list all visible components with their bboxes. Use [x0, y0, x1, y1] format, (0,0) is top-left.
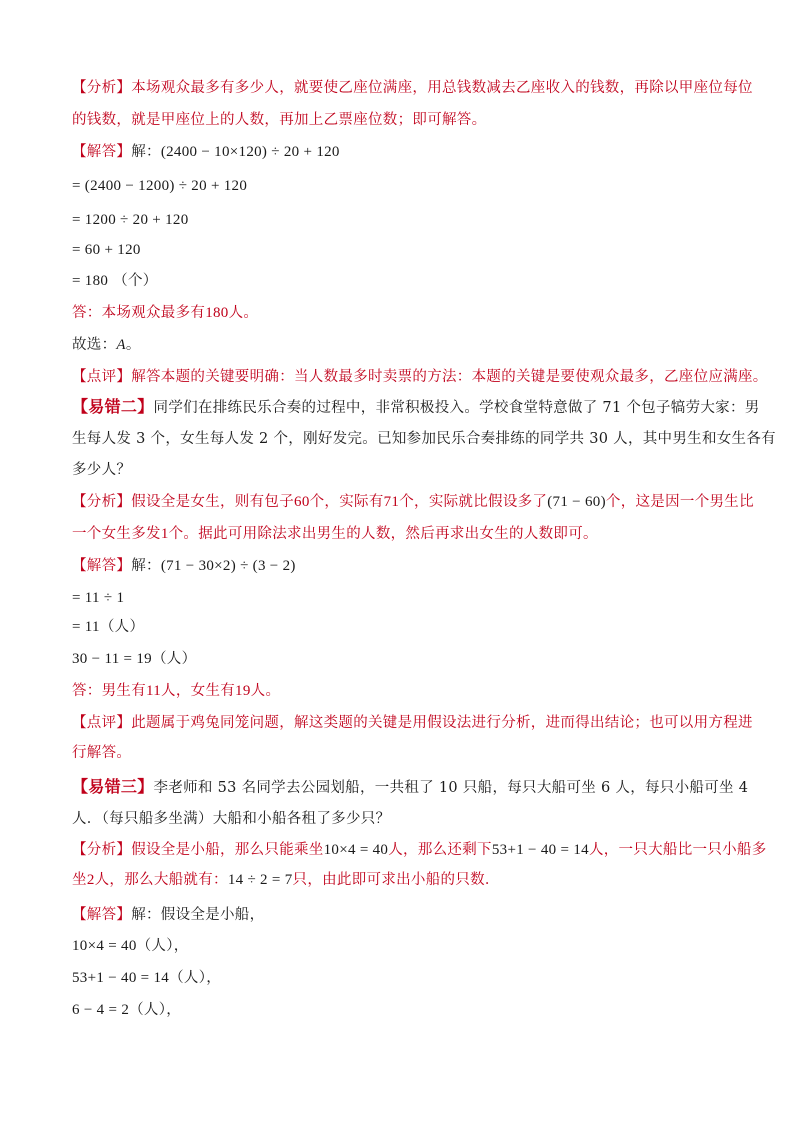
answer-line-3 — [72, 905, 264, 925]
equation: (71 − 30×2) ÷ (3 − 2) — [160, 558, 296, 574]
analysis-text: 一个女生多发 — [72, 526, 161, 542]
analysis-paragraph-3-cont — [72, 870, 500, 890]
equation-with-unit — [72, 271, 158, 291]
equation: = 60 + 120 — [72, 242, 141, 258]
analysis-expression: 14 ÷ 2 = 7 — [227, 872, 293, 888]
equation: 53+1 − 40 = 14 — [72, 970, 170, 986]
analysis-paragraph-2 — [72, 492, 754, 512]
reply-number: 19 — [235, 683, 251, 699]
equation-with-unit — [72, 649, 196, 669]
question-text: 李老师和 53 名同学去公园划船，一共租了 10 只船，每只大船可坐 6 人，每只小船可坐 4 — [153, 780, 749, 796]
choice-prefix: 故选： — [72, 337, 117, 353]
analysis-text: 人，那么还剩下 — [388, 842, 492, 858]
question-3-line-2: 人．（每只船多坐满）大船和小船各租了多少只？ — [72, 811, 391, 827]
analysis-number: 71 — [383, 494, 400, 510]
equation-with-unit — [72, 617, 144, 637]
answer-tag: 【解答】 — [72, 558, 132, 574]
equation: 30 − 11 = 19 — [72, 651, 152, 667]
equation: = (2400 − 1200) ÷ 20 + 120 — [72, 178, 248, 194]
unit: （人） — [151, 651, 197, 667]
analysis-text: 坐 — [72, 872, 87, 888]
analysis-number: 1 — [160, 526, 169, 542]
question-3-line-1 — [72, 777, 748, 798]
analysis-expression: 10×4 = 40 — [323, 842, 389, 858]
choice-suffix: 。 — [125, 337, 141, 353]
unit: （人）， — [136, 938, 189, 954]
choice-value: A — [116, 337, 126, 353]
analysis-text: 假设全是小船，那么只能乘坐 — [131, 842, 324, 858]
reply-number: 180 — [205, 305, 229, 321]
question-2-line-3: 多少人？ — [72, 462, 132, 478]
comment-text: 此题属于鸡兔同笼问题，解这类题的关键是用假设法进行分析，进而得出结论；也可以用方程进 — [131, 715, 753, 731]
equation: = 1200 ÷ 20 + 120 — [72, 212, 189, 228]
equation: = 11 — [72, 619, 100, 635]
answer-text: 解：假设全是小船， — [131, 907, 265, 923]
question-title-tag: 【易错二】 — [72, 397, 154, 416]
comment-line — [72, 367, 768, 387]
reply-text: 人。 — [250, 683, 281, 699]
unit: （个） — [113, 273, 158, 289]
question-title-tag: 【易错三】 — [72, 777, 154, 796]
question-2-line-2: 生每人发 3 个，女生每人发 2 个，刚好发完。已知参加民乐合奏排练的同学共 30 人，其中男生和女生各有 — [72, 431, 776, 447]
analysis-text: 个，这是因一个男生比 — [605, 494, 754, 510]
answer-lead: 解： — [131, 558, 161, 574]
reply-prefix: 答：本场观众最多有 — [72, 305, 206, 321]
analysis-text: 假设全是女生，则有包子 — [131, 494, 295, 510]
equation: = 11 ÷ 1 — [72, 590, 125, 606]
analysis-text: 本场观众最多有多少人，就要使乙座位满座，用总钱数减去乙座收入的钱数，再除以甲座位每位 — [131, 80, 753, 96]
reply-text: 人，女生有 — [161, 683, 236, 699]
analysis-text: 人，一只大船比一只小船多 — [588, 842, 767, 858]
comment-text: 解答本题的关键要明确：当人数最多时卖票的方法：本题的关键是要使观众最多，乙座位应满座。 — [131, 369, 768, 385]
analysis-tag: 【分析】 — [72, 494, 132, 510]
unit: （人）， — [169, 970, 222, 986]
analysis-paragraph-1-cont: 的钱数，就是甲座位上的人数，再加上乙票座位数；即可解答。 — [72, 112, 487, 128]
analysis-expression: (71 − 60) — [547, 494, 606, 510]
analysis-text: 人，那么大船就有： — [94, 872, 228, 888]
analysis-text: 个。据此可用除法求出男生的人数，然后再求出女生的人数即可。 — [168, 526, 598, 542]
answer-line-2 — [72, 556, 296, 576]
analysis-paragraph-2-cont — [72, 524, 598, 544]
answer-lead: 解： — [131, 144, 161, 160]
unit: （人） — [99, 619, 145, 635]
answer-tag: 【解答】 — [72, 907, 132, 923]
analysis-tag: 【分析】 — [72, 80, 132, 96]
question-text: 同学们在排练民乐合奏的过程中，非常积极投入。学校食堂特意做了 71 个包子犒劳大家：男 — [153, 400, 760, 416]
equation-with-unit — [72, 936, 189, 956]
equation: (2400 − 10×120) ÷ 20 + 120 — [160, 144, 340, 160]
equation-with-unit — [72, 968, 221, 988]
equation: 6 − 4 = 2 — [72, 1002, 130, 1018]
question-2-line-1 — [72, 397, 760, 418]
analysis-text: 只，由此即可求出小船的只数． — [292, 872, 500, 888]
analysis-paragraph-3 — [72, 840, 767, 860]
comment-tag: 【点评】 — [72, 715, 132, 731]
comment-line-cont: 行解答。 — [72, 745, 132, 761]
analysis-text: 个，实际有 — [309, 494, 384, 510]
choice-line — [72, 335, 141, 355]
equation-with-unit — [72, 1000, 181, 1020]
reply-number: 11 — [146, 683, 162, 699]
analysis-text: 个，实际就比假设多了 — [399, 494, 548, 510]
comment-tag: 【点评】 — [72, 369, 132, 385]
equation: = 180 — [72, 273, 109, 289]
reply-suffix: 人。 — [228, 305, 259, 321]
reply-line — [72, 303, 258, 323]
analysis-paragraph-1 — [72, 78, 753, 98]
reply-text: 答：男生有 — [72, 683, 146, 699]
answer-tag: 【解答】 — [72, 144, 132, 160]
answer-line-1 — [72, 142, 340, 162]
analysis-number: 2 — [86, 872, 95, 888]
analysis-tag: 【分析】 — [72, 842, 132, 858]
analysis-number: 60 — [294, 494, 310, 510]
unit: （人）， — [129, 1002, 182, 1018]
reply-line — [72, 681, 280, 701]
analysis-expression: 53+1 − 40 = 14 — [491, 842, 589, 858]
equation: 10×4 = 40 — [72, 938, 137, 954]
comment-line — [72, 713, 753, 733]
